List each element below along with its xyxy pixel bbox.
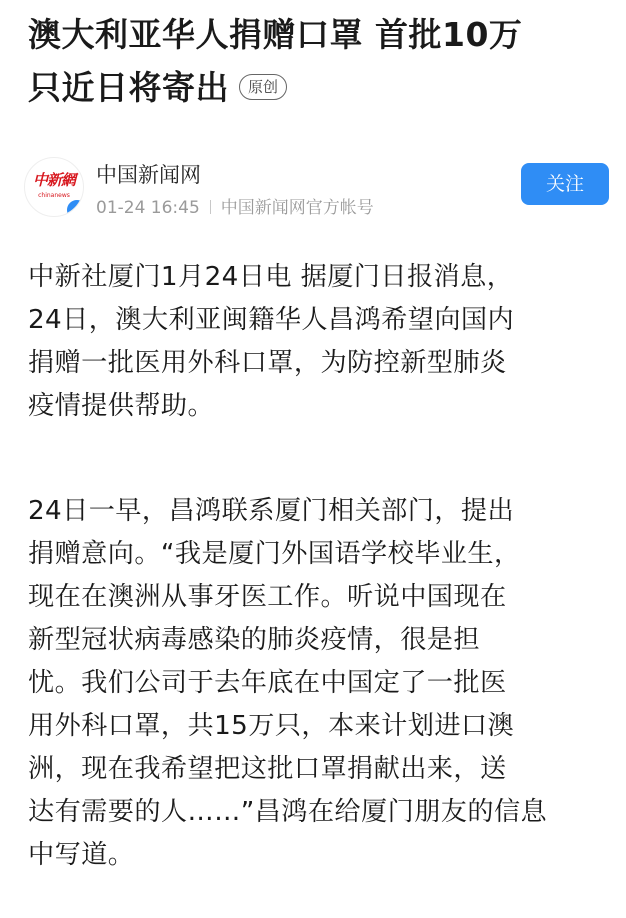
account-type: 中国新闻网官方帐号	[220, 198, 374, 218]
divider	[210, 200, 211, 214]
original-badge: 原创	[239, 74, 287, 100]
paragraph-line: 洲，现在我希望把这批口罩捐献出来，送	[28, 754, 507, 784]
author-meta	[96, 193, 374, 218]
title-line: 澳大利亚华人捐赠口罩 首批10万	[28, 15, 523, 54]
paragraph-line: 忧。我们公司于去年底在中国定了一批医	[28, 668, 507, 698]
paragraph-line: 现在在澳洲从事牙医工作。听说中国现在	[28, 582, 507, 612]
follow-button[interactable]: 关注	[521, 163, 609, 205]
avatar[interactable]	[24, 157, 84, 217]
paragraph-line: 新型冠状病毒感染的肺炎疫情，很是担	[28, 625, 480, 655]
author-name[interactable]: 中国新闻网	[96, 163, 201, 187]
paragraph	[28, 256, 612, 428]
chinanews-logo-sub: chinanews	[38, 192, 70, 199]
paragraph-line: 24日一早，昌鸿联系厦门相关部门，提出	[28, 496, 515, 526]
chinanews-logo: 中新網	[32, 171, 75, 189]
paragraph-line: 捐赠意向。“我是厦门外国语学校毕业生，	[28, 539, 521, 569]
paragraph-line: 达有需要的人……”昌鸿在给厦门朋友的信息	[28, 797, 548, 827]
paragraph-line: 用外科口罩，共15万只，本来计划进口澳	[28, 711, 515, 741]
paragraph-line: 中新社厦门1月24日电 据厦门日报消息，	[28, 262, 514, 292]
title-line	[28, 61, 608, 114]
author-row	[24, 157, 609, 217]
paragraph-line: 疫情提供帮助。	[28, 391, 215, 421]
paragraph-line: 24日，澳大利亚闽籍华人昌鸿希望向国内	[28, 305, 515, 335]
article-title	[28, 8, 608, 114]
paragraph-line: 中写道。	[28, 840, 135, 870]
paragraph-line: 捐赠一批医用外科口罩，为防控新型肺炎	[28, 348, 507, 378]
verified-icon: ✓	[65, 198, 84, 217]
paragraph	[28, 490, 612, 877]
title-line-text: 只近日将寄出	[28, 68, 229, 107]
publish-time: 01-24 16:45	[96, 198, 200, 218]
